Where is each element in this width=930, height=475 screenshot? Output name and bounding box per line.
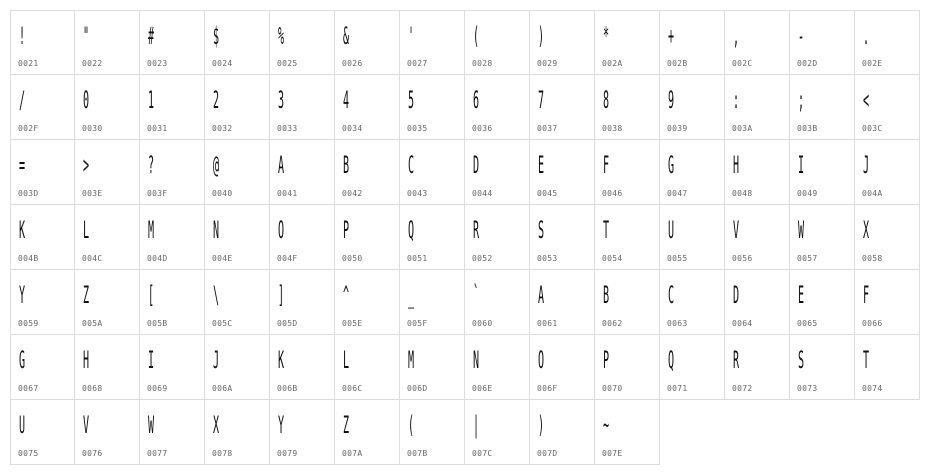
glyph-sample: ( <box>473 22 480 50</box>
codepoint-label: 0030 <box>82 124 103 133</box>
codepoint-label: 0040 <box>212 189 233 198</box>
codepoint-label: 007B <box>407 449 428 458</box>
codepoint-label: 0043 <box>407 189 428 198</box>
glyph-cell <box>530 400 595 465</box>
glyph-sample: M <box>408 346 415 374</box>
glyph-sample: Y <box>278 411 285 439</box>
glyph-sample: B <box>343 151 350 179</box>
glyph-cell <box>205 140 270 205</box>
glyph-cell <box>725 75 790 140</box>
glyph-sample: B <box>603 281 610 309</box>
codepoint-label: 004D <box>147 254 168 263</box>
glyph-cell <box>10 335 75 400</box>
codepoint-label: 0071 <box>667 384 688 393</box>
glyph-grid <box>10 10 920 465</box>
glyph-cell <box>140 400 205 465</box>
glyph-cell <box>725 335 790 400</box>
codepoint-label: 005A <box>82 319 103 328</box>
codepoint-label: 0044 <box>472 189 493 198</box>
glyph-sample: C <box>408 151 415 179</box>
glyph-sample: = <box>19 151 26 179</box>
glyph-sample: Y <box>19 281 26 309</box>
glyph-cell <box>400 10 465 75</box>
glyph-cell <box>595 400 660 465</box>
glyph-cell <box>75 270 140 335</box>
codepoint-label: 002A <box>602 59 623 68</box>
codepoint-label: 005E <box>342 319 363 328</box>
codepoint-label: 003B <box>797 124 818 133</box>
glyph-cell <box>270 10 335 75</box>
glyph-sample: [ <box>148 281 155 309</box>
codepoint-label: 0057 <box>797 254 818 263</box>
glyph-sample: 6 <box>473 86 480 114</box>
glyph-cell <box>400 75 465 140</box>
glyph-cell <box>725 270 790 335</box>
codepoint-label: 002F <box>18 124 39 133</box>
codepoint-label: 003A <box>732 124 753 133</box>
glyph-sample: X <box>213 411 220 439</box>
glyph-sample: ( <box>408 411 415 439</box>
glyph-sample: D <box>473 151 480 179</box>
glyph-sample: W <box>148 411 155 439</box>
codepoint-label: 006D <box>407 384 428 393</box>
glyph-sample: D <box>733 281 740 309</box>
glyph-sample: _ <box>408 281 415 309</box>
glyph-sample: + <box>668 22 675 50</box>
glyph-sample: J <box>213 346 220 374</box>
glyph-sample: $ <box>213 22 220 50</box>
glyph-cell <box>75 75 140 140</box>
glyph-sample: I <box>798 151 805 179</box>
glyph-cell <box>335 335 400 400</box>
glyph-cell <box>75 140 140 205</box>
glyph-sample: ; <box>798 86 805 114</box>
glyph-sample: ^ <box>343 281 350 309</box>
glyph-cell <box>10 270 75 335</box>
codepoint-label: 0046 <box>602 189 623 198</box>
glyph-cell <box>530 75 595 140</box>
glyph-cell <box>270 75 335 140</box>
glyph-cell <box>790 270 855 335</box>
glyph-cell <box>400 140 465 205</box>
glyph-cell <box>140 270 205 335</box>
codepoint-label: 0070 <box>602 384 623 393</box>
glyph-sample: < <box>863 86 870 114</box>
glyph-cell <box>465 75 530 140</box>
codepoint-label: 0077 <box>147 449 168 458</box>
glyph-cell <box>530 10 595 75</box>
codepoint-label: 0025 <box>277 59 298 68</box>
codepoint-label: 006B <box>277 384 298 393</box>
glyph-sample: O <box>538 346 545 374</box>
glyph-cell <box>465 10 530 75</box>
glyph-cell <box>855 270 920 335</box>
glyph-cell <box>270 270 335 335</box>
glyph-cell <box>335 205 400 270</box>
glyph-cell <box>595 140 660 205</box>
glyph-sample: ? <box>148 151 155 179</box>
codepoint-label: 0069 <box>147 384 168 393</box>
glyph-cell <box>725 205 790 270</box>
glyph-sample: | <box>473 411 480 439</box>
glyph-sample: E <box>798 281 805 309</box>
glyph-sample: 7 <box>538 86 545 114</box>
glyph-cell <box>790 10 855 75</box>
codepoint-label: 0078 <box>212 449 233 458</box>
glyph-cell <box>140 10 205 75</box>
glyph-cell <box>465 140 530 205</box>
codepoint-label: 0039 <box>667 124 688 133</box>
codepoint-label: 0033 <box>277 124 298 133</box>
glyph-sample: 2 <box>213 86 220 114</box>
codepoint-label: 004B <box>18 254 39 263</box>
codepoint-label: 007A <box>342 449 363 458</box>
glyph-sample: ] <box>278 281 285 309</box>
codepoint-label: 0061 <box>537 319 558 328</box>
glyph-cell <box>660 335 725 400</box>
codepoint-label: 0028 <box>472 59 493 68</box>
glyph-sample: P <box>343 216 350 244</box>
glyph-cell <box>595 75 660 140</box>
glyph-cell <box>530 205 595 270</box>
codepoint-label: 0032 <box>212 124 233 133</box>
codepoint-label: 0066 <box>862 319 883 328</box>
codepoint-label: 0079 <box>277 449 298 458</box>
glyph-cell <box>660 75 725 140</box>
codepoint-label: 002C <box>732 59 753 68</box>
codepoint-label: 002D <box>797 59 818 68</box>
glyph-sample: ' <box>408 22 415 50</box>
glyph-sample: Q <box>408 216 415 244</box>
glyph-sample: # <box>148 22 155 50</box>
glyph-sample: H <box>83 346 90 374</box>
glyph-sample: W <box>798 216 805 244</box>
glyph-cell <box>270 205 335 270</box>
glyph-sample: & <box>343 22 350 50</box>
codepoint-label: 0027 <box>407 59 428 68</box>
glyph-cell <box>10 10 75 75</box>
glyph-cell <box>75 335 140 400</box>
glyph-sample: C <box>668 281 675 309</box>
codepoint-label: 0054 <box>602 254 623 263</box>
codepoint-label: 0041 <box>277 189 298 198</box>
codepoint-label: 0065 <box>797 319 818 328</box>
codepoint-label: 002B <box>667 59 688 68</box>
glyph-sample: 5 <box>408 86 415 114</box>
codepoint-label: 004E <box>212 254 233 263</box>
glyph-cell <box>855 335 920 400</box>
codepoint-label: 0059 <box>18 319 39 328</box>
glyph-cell <box>400 205 465 270</box>
glyph-sample: G <box>668 151 675 179</box>
codepoint-label: 004A <box>862 189 883 198</box>
glyph-sample: ! <box>19 22 26 50</box>
glyph-cell <box>465 335 530 400</box>
glyph-sample: L <box>343 346 350 374</box>
codepoint-label: 007C <box>472 449 493 458</box>
glyph-sample: H <box>733 151 740 179</box>
glyph-cell <box>75 205 140 270</box>
codepoint-label: 0049 <box>797 189 818 198</box>
glyph-cell <box>140 335 205 400</box>
codepoint-label: 0063 <box>667 319 688 328</box>
glyph-cell <box>855 140 920 205</box>
glyph-sample: * <box>603 22 610 50</box>
codepoint-label: 0055 <box>667 254 688 263</box>
codepoint-label: 006A <box>212 384 233 393</box>
glyph-cell <box>595 10 660 75</box>
glyph-sample: F <box>863 281 870 309</box>
codepoint-label: 0042 <box>342 189 363 198</box>
codepoint-label: 007D <box>537 449 558 458</box>
glyph-sample: J <box>863 151 870 179</box>
glyph-cell <box>595 270 660 335</box>
codepoint-label: 005F <box>407 319 428 328</box>
codepoint-label: 0050 <box>342 254 363 263</box>
glyph-sample: M <box>148 216 155 244</box>
glyph-sample: > <box>83 151 90 179</box>
glyph-cell <box>335 140 400 205</box>
glyph-sample: A <box>538 281 545 309</box>
codepoint-label: 0053 <box>537 254 558 263</box>
glyph-cell <box>530 270 595 335</box>
glyph-sample: L <box>83 216 90 244</box>
codepoint-label: 0075 <box>18 449 39 458</box>
glyph-cell <box>660 10 725 75</box>
codepoint-label: 0060 <box>472 319 493 328</box>
glyph-cell <box>530 335 595 400</box>
glyph-cell <box>205 205 270 270</box>
glyph-sample: R <box>733 346 740 374</box>
codepoint-label: 006C <box>342 384 363 393</box>
glyph-sample: I <box>148 346 155 374</box>
codepoint-label: 005B <box>147 319 168 328</box>
glyph-cell <box>790 140 855 205</box>
glyph-sample: , <box>733 22 740 50</box>
codepoint-label: 0064 <box>732 319 753 328</box>
glyph-cell <box>400 270 465 335</box>
codepoint-label: 0026 <box>342 59 363 68</box>
glyph-sample: A <box>278 151 285 179</box>
glyph-sample: S <box>538 216 545 244</box>
glyph-sample: 3 <box>278 86 285 114</box>
codepoint-label: 0048 <box>732 189 753 198</box>
glyph-cell <box>270 140 335 205</box>
glyph-sample: ) <box>538 22 545 50</box>
codepoint-label: 0021 <box>18 59 39 68</box>
glyph-cell <box>75 400 140 465</box>
glyph-cell <box>660 140 725 205</box>
glyph-cell <box>855 10 920 75</box>
glyph-cell <box>270 335 335 400</box>
glyph-sample: N <box>473 346 480 374</box>
glyph-sample: 8 <box>603 86 610 114</box>
glyph-cell <box>400 335 465 400</box>
glyph-cell <box>595 205 660 270</box>
glyph-sample: ~ <box>603 411 610 439</box>
codepoint-label: 0074 <box>862 384 883 393</box>
glyph-cell <box>10 400 75 465</box>
glyph-sample: V <box>83 411 90 439</box>
codepoint-label: 0045 <box>537 189 558 198</box>
glyph-cell <box>10 140 75 205</box>
glyph-cell <box>10 205 75 270</box>
glyph-sample: . <box>863 22 870 50</box>
glyph-cell <box>725 140 790 205</box>
codepoint-label: 006E <box>472 384 493 393</box>
glyph-cell <box>790 205 855 270</box>
codepoint-label: 004F <box>277 254 298 263</box>
codepoint-label: 006F <box>537 384 558 393</box>
glyph-cell <box>595 335 660 400</box>
glyph-cell <box>10 75 75 140</box>
codepoint-label: 0052 <box>472 254 493 263</box>
codepoint-label: 0031 <box>147 124 168 133</box>
glyph-cell <box>205 75 270 140</box>
codepoint-label: 003F <box>147 189 168 198</box>
codepoint-label: 0056 <box>732 254 753 263</box>
codepoint-label: 002E <box>862 59 883 68</box>
glyph-sample: G <box>19 346 26 374</box>
codepoint-label: 0062 <box>602 319 623 328</box>
glyph-cell <box>335 75 400 140</box>
glyph-sample: Z <box>83 281 90 309</box>
glyph-sample: K <box>278 346 285 374</box>
codepoint-label: 0072 <box>732 384 753 393</box>
codepoint-label: 0068 <box>82 384 103 393</box>
codepoint-label: 004C <box>82 254 103 263</box>
codepoint-label: 0067 <box>18 384 39 393</box>
codepoint-label: 0036 <box>472 124 493 133</box>
glyph-sample: T <box>863 346 870 374</box>
glyph-cell <box>530 140 595 205</box>
codepoint-label: 0073 <box>797 384 818 393</box>
codepoint-label: 0034 <box>342 124 363 133</box>
glyph-cell <box>790 75 855 140</box>
glyph-cell <box>335 270 400 335</box>
glyph-sample: T <box>603 216 610 244</box>
glyph-cell <box>205 270 270 335</box>
glyph-sample: O <box>278 216 285 244</box>
codepoint-label: 0047 <box>667 189 688 198</box>
codepoint-label: 0051 <box>407 254 428 263</box>
glyph-sample: 4 <box>343 86 350 114</box>
glyph-sample: S <box>798 346 805 374</box>
glyph-sample: 0 <box>83 86 90 114</box>
glyph-sample: \ <box>213 281 220 309</box>
glyph-sample: / <box>19 86 26 114</box>
codepoint-label: 003D <box>18 189 39 198</box>
glyph-sample: E <box>538 151 545 179</box>
codepoint-label: 0037 <box>537 124 558 133</box>
glyph-sample: ) <box>538 411 545 439</box>
glyph-cell <box>140 140 205 205</box>
glyph-sample: F <box>603 151 610 179</box>
glyph-sample: R <box>473 216 480 244</box>
codepoint-label: 0024 <box>212 59 233 68</box>
codepoint-label: 005C <box>212 319 233 328</box>
codepoint-label: 005D <box>277 319 298 328</box>
glyph-cell <box>205 335 270 400</box>
glyph-sample: " <box>83 22 90 50</box>
glyph-sample: N <box>213 216 220 244</box>
glyph-sample: : <box>733 86 740 114</box>
glyph-cell <box>855 205 920 270</box>
glyph-sample: V <box>733 216 740 244</box>
glyph-cell <box>465 270 530 335</box>
codepoint-label: 003E <box>82 189 103 198</box>
glyph-sample: % <box>278 22 285 50</box>
glyph-cell <box>335 10 400 75</box>
glyph-cell <box>660 205 725 270</box>
glyph-sample: K <box>19 216 26 244</box>
codepoint-label: 0029 <box>537 59 558 68</box>
glyph-sample: X <box>863 216 870 244</box>
glyph-cell <box>140 205 205 270</box>
glyph-sample: ` <box>473 281 480 309</box>
glyph-cell <box>725 10 790 75</box>
codepoint-label: 0022 <box>82 59 103 68</box>
glyph-cell <box>855 75 920 140</box>
glyph-cell <box>140 75 205 140</box>
glyph-sample: 1 <box>148 86 155 114</box>
glyph-cell <box>465 400 530 465</box>
glyph-sample: U <box>668 216 675 244</box>
glyph-cell <box>660 270 725 335</box>
codepoint-label: 0038 <box>602 124 623 133</box>
glyph-cell <box>790 335 855 400</box>
glyph-sample: 9 <box>668 86 675 114</box>
glyph-sample: U <box>19 411 26 439</box>
glyph-cell <box>335 400 400 465</box>
glyph-sample: P <box>603 346 610 374</box>
codepoint-label: 0076 <box>82 449 103 458</box>
glyph-sample: Z <box>343 411 350 439</box>
glyph-cell <box>205 10 270 75</box>
codepoint-label: 0058 <box>862 254 883 263</box>
glyph-cell <box>270 400 335 465</box>
glyph-cell <box>400 400 465 465</box>
codepoint-label: 007E <box>602 449 623 458</box>
glyph-sample: - <box>798 22 805 50</box>
glyph-cell <box>75 10 140 75</box>
glyph-cell <box>205 400 270 465</box>
codepoint-label: 0035 <box>407 124 428 133</box>
glyph-cell <box>465 205 530 270</box>
glyph-sample: Q <box>668 346 675 374</box>
codepoint-label: 003C <box>862 124 883 133</box>
codepoint-label: 0023 <box>147 59 168 68</box>
glyph-sample: @ <box>213 151 220 179</box>
